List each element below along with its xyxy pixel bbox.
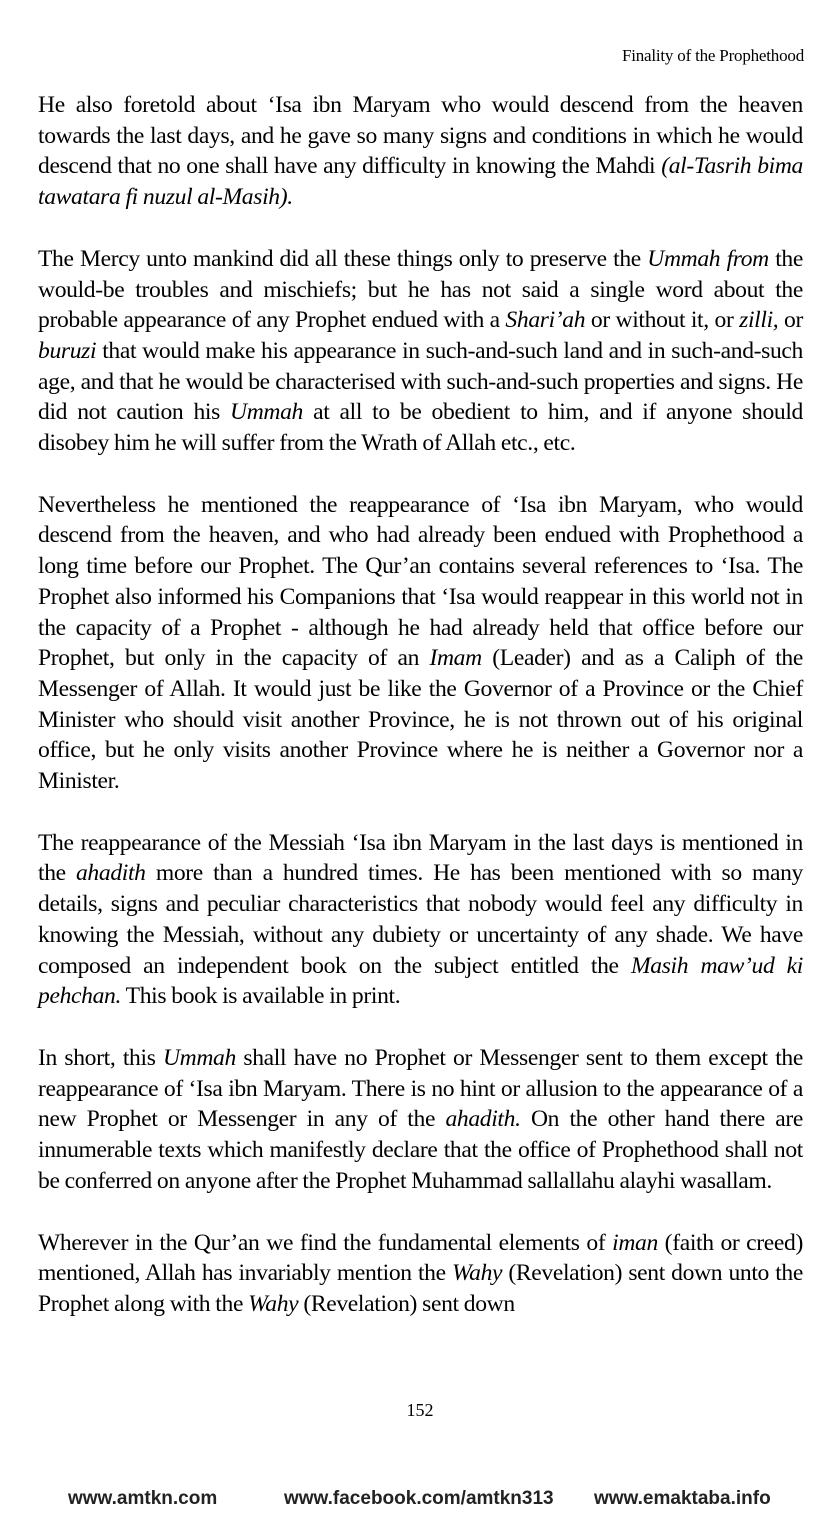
text-run: This book is available in print.	[121, 983, 401, 1010]
text-run: the would-be troubles and mischiefs; but he has not said a single word about the probable appearance of any Prophet endued with a	[38, 245, 803, 334]
running-header: Finality of the Prophethood	[621, 46, 804, 65]
text-run: at all to be obedient to him, and if anyone should disobey him he will suffer from the Wrath of Allah etc., etc.	[38, 399, 803, 457]
text-run: (Revelation) sent down unto the Prophet along with the	[38, 1260, 803, 1317]
italic-term: zilli,	[739, 307, 779, 334]
paragraph	[38, 490, 803, 797]
italic-term: Masih maw’ud ki pehchan.	[38, 952, 803, 1010]
footer-link-amtkn[interactable]: www.amtkn.com	[68, 1488, 218, 1509]
text-run: or	[778, 307, 803, 334]
body-text	[38, 90, 803, 1320]
italic-term: Imam	[429, 645, 482, 672]
text-run: (Revelation) sent down	[298, 1290, 515, 1317]
italic-term: Wahy	[451, 1260, 503, 1287]
italic-term: Ummah from	[647, 245, 769, 272]
italic-term: ahadith	[75, 860, 146, 887]
page-number: 152	[406, 1400, 434, 1420]
text-run: shall have no Prophet or Messenger sent to them except the reappearance of ‘Isa ibn Maryam. There is no hint or allusion to the appearance of a new Prophet or Messenger in any of the	[38, 1044, 803, 1133]
italic-term: buruzi	[38, 337, 97, 364]
text-run: or without it, or	[585, 307, 740, 334]
text-run: Wherever in the Qur’an we find the fundamental elements of	[38, 1229, 613, 1256]
italic-term: Ummah	[230, 399, 304, 426]
italic-term: Wahy	[248, 1290, 299, 1317]
text-run: (Leader) and as a Caliph of the Messenger of Allah. It would just be like the Governor of a Province or the Chief Minister who should visit another Province, he is not thrown out of his original office, but he only visits another Province where he is neither a Governor nor a Minister.	[38, 645, 803, 795]
text-run: that would make his appearance in such-and-such land and in such-and-such age, and that he would be characterised with such-and-such properties and signs. He did not caution his	[38, 337, 803, 426]
italic-term: Shari’ah	[505, 307, 586, 334]
paragraph	[38, 1043, 803, 1197]
italic-term: Ummah	[162, 1044, 236, 1071]
text-run: In short, this	[38, 1044, 163, 1071]
text-run: On the other hand there are innumerable texts which manifestly declare that the office of Prophethood shall not be conferred on anyone after the Prophet Muhammad sallallahu alayhi wasallam.	[38, 1106, 804, 1194]
paragraph	[38, 90, 803, 213]
footer-link-emaktaba[interactable]: www.emaktaba.info	[594, 1488, 771, 1509]
text-run: The Mercy unto mankind did all these things only to preserve the	[38, 245, 648, 272]
text-run: The reappearance of the Messiah ‘Isa ibn Maryam in the last days is mentioned in the	[38, 829, 803, 887]
paragraph	[38, 828, 803, 1012]
italic-term: ahadith.	[445, 1106, 521, 1133]
paragraph	[38, 244, 803, 459]
italic-term: (al-Tasrih bima tawatara fi nuzul al-Masih).	[38, 153, 804, 211]
paragraph	[38, 1228, 803, 1320]
footer-link-facebook[interactable]: www.facebook.com/amtkn313	[284, 1488, 554, 1509]
text-run: more than a hundred times. He has been mentioned with so many details, signs and peculiar characteristics that nobody would feel any difficulty in knowing the Messiah, without any dubiety or uncertainty of any shade. We have composed an independent book on the subject entitled the	[38, 860, 803, 979]
italic-term: iman	[612, 1229, 658, 1256]
text-run: He also foretold about ‘Isa ibn Maryam who would descend from the heaven towards the last days, and he gave so many signs and conditions in which he would descend that no one shall have any difficulty in knowing the Mahdi	[38, 92, 803, 180]
text-run: Nevertheless he mentioned the reappearance of ‘Isa ibn Maryam, who would descend from the heaven, and who had already been endued with Prophethood a long time before our Prophet. The Qur’an contains several references to ‘Isa. The Prophet also informed his Companions that ‘Isa would reappear in this world not in the capacity of a Prophet - although he had already held that office before our Prophet, but only in the capacity of an	[38, 491, 803, 672]
text-run: (faith or creed) mentioned, Allah has invariably mention the	[38, 1229, 803, 1287]
